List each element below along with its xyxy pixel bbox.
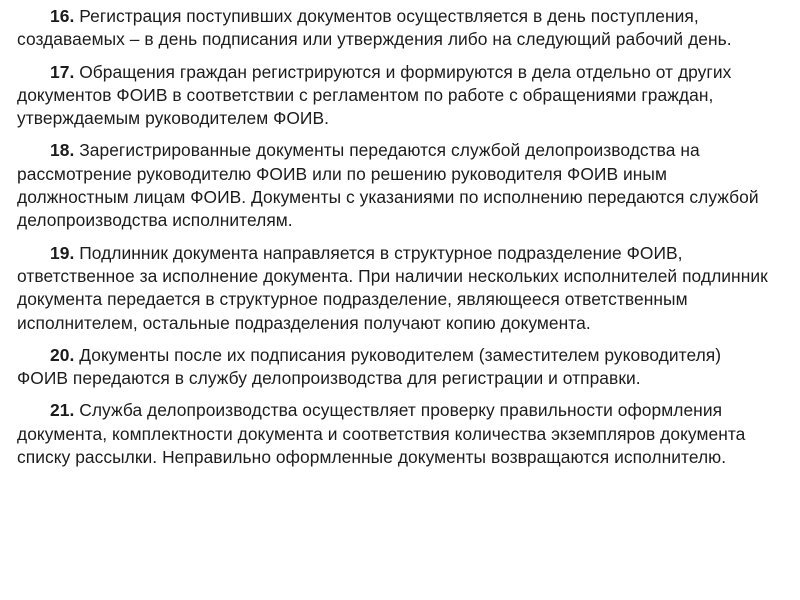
paragraph-text: Регистрация поступивших документов осуществляется в день поступления, создаваемых – в день подписания или утверждения либо на следующий рабочий день. [17,6,732,50]
paragraph-text: Зарегистрированные документы передаются службой делопроизводства на рассмотрение руководителю ФОИВ или по решению руководителя ФОИВ иным должностным лицам ФОИВ. Документы с указаниями по исполнению передаются службой делопроизводства исполнителям. [17,140,759,231]
paragraph-number: 20. [50,344,75,365]
paragraph-number: 21. [50,400,75,421]
paragraph-20 [17,344,776,391]
paragraph-number: 17. [50,61,75,82]
paragraph-21 [17,399,776,469]
paragraph-18 [17,139,776,232]
paragraph-text: Документы после их подписания руководителем (заместителем руководителя) ФОИВ передаются в службу делопроизводства для регистрации и отправки. [17,344,722,389]
paragraph-number: 19. [50,242,75,263]
paragraph-number: 18. [50,140,75,161]
paragraph-text: Обращения граждан регистрируются и формируются в дела отдельно от других документов ФОИВ в соответствии с регламентом по работе с обращениями граждан, утверждаемым руководителем ФОИВ. [17,61,732,129]
paragraph-19 [17,242,776,335]
paragraph-17 [17,61,776,131]
paragraph-text: Служба делопроизводства осуществляет проверку правильности оформления документа, комплектности документа и соответствия количества экземпляров документа списку рассылки. Неправильно оформленные документы возвращаются исполнителю. [17,400,746,468]
paragraph-text: Подлинник документа направляется в структурное подразделение ФОИВ, ответственное за исполнение документа. При наличии нескольких исполнителей подлинник документа передается в структурное подразделение, являющееся ответственным исполнителем, остальные подразделения получают копию документа. [17,242,768,333]
paragraph-number: 16. [50,6,75,26]
paragraph-16 [17,5,776,52]
